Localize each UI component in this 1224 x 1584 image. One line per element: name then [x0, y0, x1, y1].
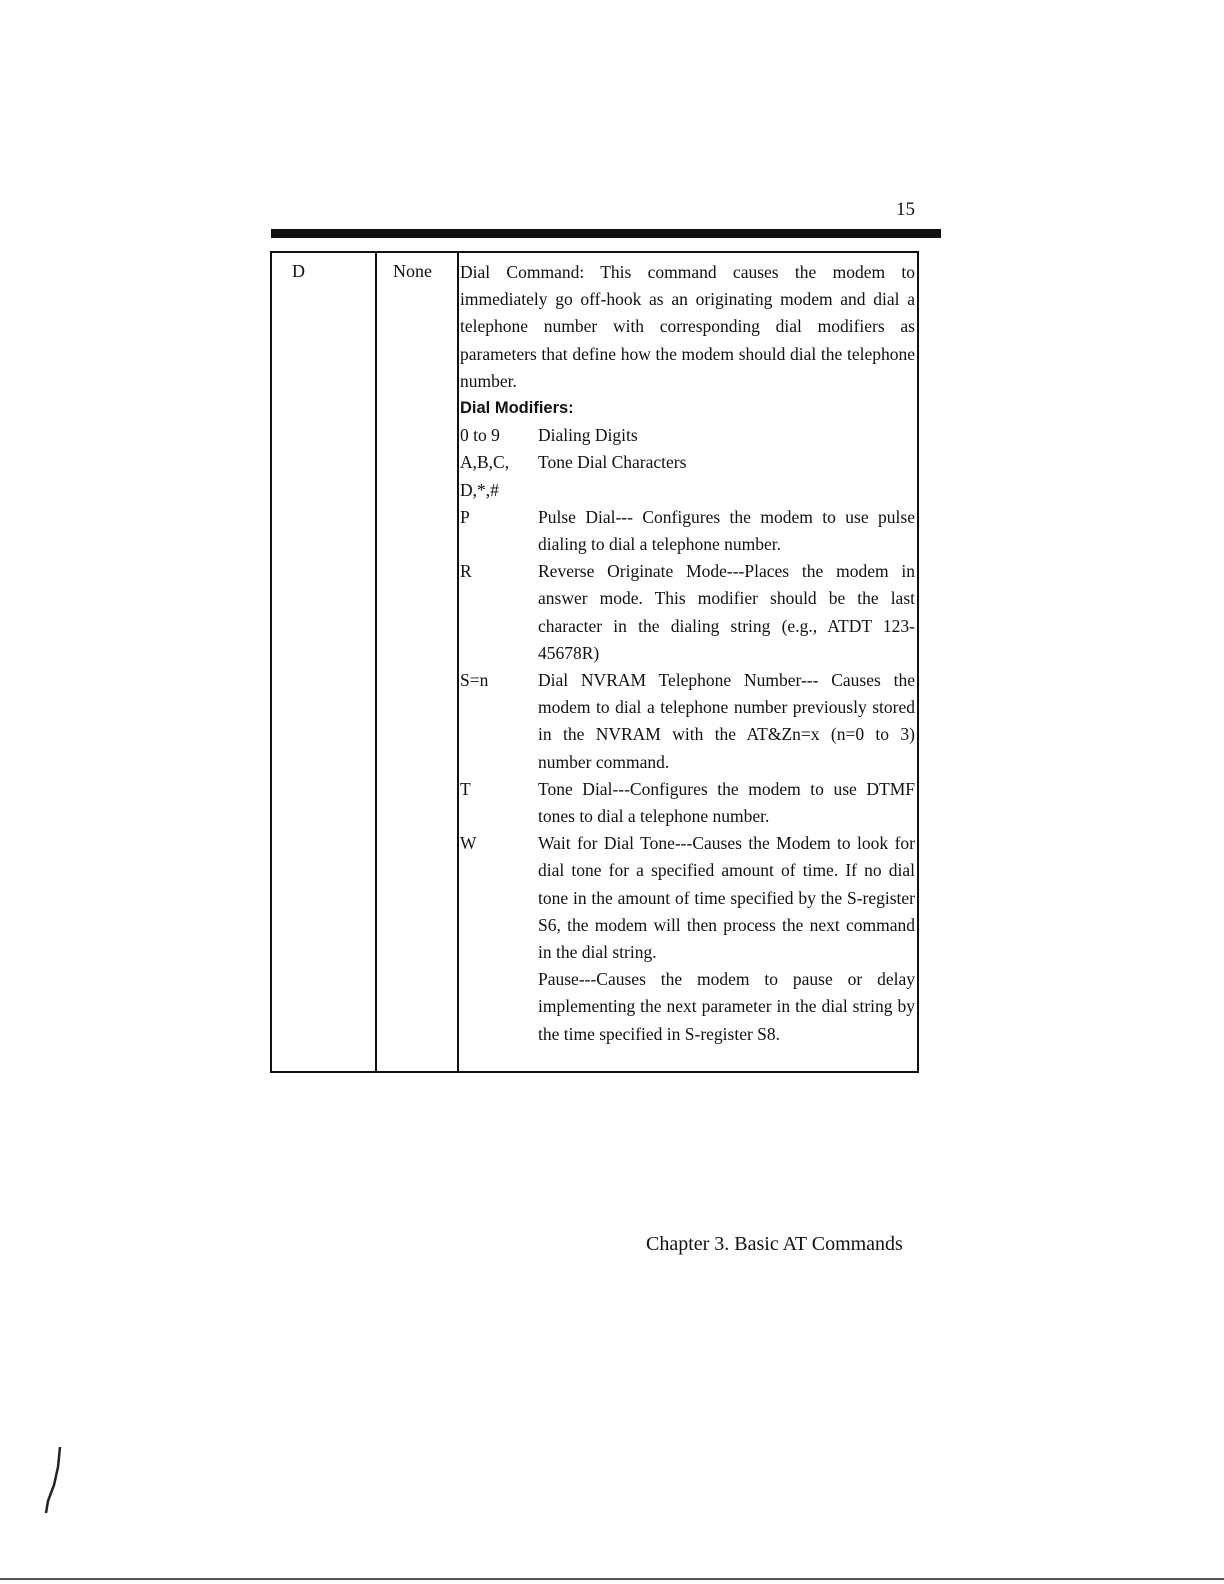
- modifier-row: [460, 477, 915, 504]
- modifier-text: Reverse Originate Mode---Places the modem in answer mode. This modifier should be the last character in the dialing string (e.g., ATDT 123-45678R): [538, 561, 915, 663]
- pause-modifier-text: Pause---Causes the modem to pause or delay implementing the next parameter in the dial string by the time specified in S-register S8.: [538, 969, 915, 1044]
- modifier-text: Dialing Digits: [538, 425, 638, 446]
- modifier-row: [460, 776, 915, 830]
- modifier-text: Tone Dial Characters: [538, 452, 687, 473]
- description-cell: [460, 259, 915, 1048]
- modifier-text: Pulse Dial--- Configures the modem to use pulse dialing to dial a telephone number.: [538, 506, 915, 555]
- modifier-text: Tone Dial---Configures the modem to use DTMF tones to dial a telephone number.: [538, 778, 915, 827]
- modifier-code: D,*,#: [460, 479, 499, 500]
- modifier-row: [460, 504, 915, 558]
- margin-pen-mark: [38, 1445, 72, 1515]
- modifier-row: [460, 449, 915, 476]
- description-intro: Dial Command: This command causes the modem to immediately go off-hook as an originating modem and dial a telephone number with corresponding dial modifiers as parameters that define how the modem should dial the telephone number.: [460, 262, 915, 391]
- modifier-text: [538, 477, 915, 504]
- modifier-code: W: [460, 833, 477, 854]
- command-cell: D: [292, 261, 305, 281]
- modifier-code: T: [460, 778, 471, 799]
- modifier-row: [460, 558, 915, 667]
- modifier-code: R: [460, 561, 472, 582]
- chapter-footer: Chapter 3. Basic AT Commands: [646, 1233, 903, 1255]
- modifier-row: [460, 830, 915, 966]
- modifier-row: [460, 422, 915, 449]
- modifier-row: [460, 667, 915, 776]
- parameter-column: [375, 253, 459, 1071]
- command-column: [272, 253, 377, 1071]
- command-table: [270, 251, 919, 1073]
- modifier-code: S=n: [460, 670, 489, 691]
- modifiers-heading: Dial Modifiers:: [460, 399, 574, 418]
- modifier-text: Wait for Dial Tone---Causes the Modem to look for dial tone for a specified amount of time. If no dial tone in the amount of time specified by the S-register S6, the modem will then process the next command in the dial string.: [538, 833, 915, 963]
- modifier-code: A,B,C,: [460, 452, 510, 473]
- parameter-cell: None: [393, 261, 432, 281]
- header-rule: [271, 229, 941, 238]
- modifier-code: 0 to 9: [460, 425, 500, 446]
- modifier-code: P: [460, 506, 470, 527]
- page-number: 15: [896, 199, 915, 220]
- modifier-text: Dial NVRAM Telephone Number--- Causes the modem to dial a telephone number previously stored in the NVRAM with the AT&Zn=x (n=0 to 3) number command.: [538, 670, 915, 772]
- scan-bottom-edge: [0, 1578, 1224, 1580]
